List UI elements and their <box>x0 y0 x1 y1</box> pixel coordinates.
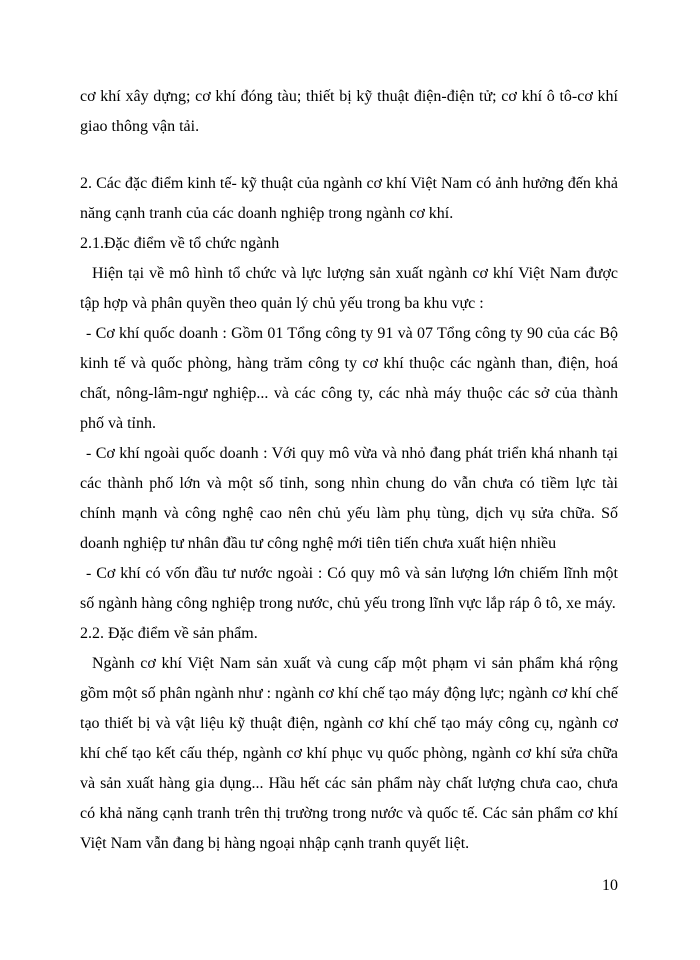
body-text <box>80 82 618 859</box>
bullet-foreign-invested: - Cơ khí có vốn đầu tư nước ngoài : Có quy mô và sản lượng lớn chiếm lĩnh một số ngành hàng công nghiệp trong nước, chủ yếu trong lĩnh vực lắp ráp ô tô, xe máy. <box>80 565 618 612</box>
page-number: 10 <box>602 877 618 894</box>
paragraph-products: Ngành cơ khí Việt Nam sản xuất và cung cấp một phạm vi sản phẩm khá rộng gồm một số phân ngành như : ngành cơ khí chế tạo máy động lực; ngành cơ khí chế tạo thiết bị và vật liệu kỹ thuật điện, ngành cơ khí chế tạo máy công cụ, ngành cơ khí chế tạo kết cấu thép, ngành cơ khí phục vụ quốc phòng, ngành cơ khí sửa chữa và sản xuất hàng gia dụng... Hầu hết các sản phẩm này chất lượng chưa cao, chưa có khả năng cạnh tranh trên thị trường trong nước và quốc tế. Các sản phẩm cơ khí Việt Nam vẫn đang bị hàng ngoại nhập cạnh tranh quyết liệt. <box>80 655 618 852</box>
bullet-state-owned: - Cơ khí quốc doanh : Gồm 01 Tổng công ty 91 và 07 Tổng công ty 90 của các Bộ kinh tế và quốc phòng, hàng trăm công ty cơ khí thuộc các ngành than, điện, hoá chất, nông-lâm-ngư nghiệp... và các công ty, các nhà máy thuộc các sở của thành phố và tỉnh. <box>80 325 618 432</box>
paragraph-continuation: cơ khí xây dựng; cơ khí đóng tàu; thiết bị kỹ thuật điện-điện tử; cơ khí ô tô-cơ khí giao thông vận tải. <box>80 88 618 135</box>
bullet-non-state: - Cơ khí ngoài quốc doanh : Với quy mô vừa và nhỏ đang phát triển khá nhanh tại các thành phố lớn và một số tỉnh, song nhìn chung do vẫn chưa có tiềm lực tài chính mạnh và công nghệ cao nên chủ yếu làm phụ tùng, dịch vụ sửa chữa. Số doanh nghiệp tư nhân đầu tư công nghệ mới tiên tiến chưa xuất hiện nhiều <box>80 445 618 552</box>
subsection-heading-2-2: 2.2. Đặc điểm về sản phẩm. <box>80 625 258 642</box>
section-heading-2: 2. Các đặc điểm kinh tế- kỹ thuật của ngành cơ khí Việt Nam có ảnh hưởng đến khả năng cạnh tranh của các doanh nghiệp trong ngành cơ khí. <box>80 175 618 222</box>
subsection-heading-2-1: 2.1.Đặc điểm về tổ chức ngành <box>80 235 280 252</box>
paragraph-organization-intro: Hiện tại về mô hình tổ chức và lực lượng sản xuất ngành cơ khí Việt Nam được tập hợp và phân quyền theo quản lý chủ yếu trong ba khu vực : <box>80 265 618 312</box>
